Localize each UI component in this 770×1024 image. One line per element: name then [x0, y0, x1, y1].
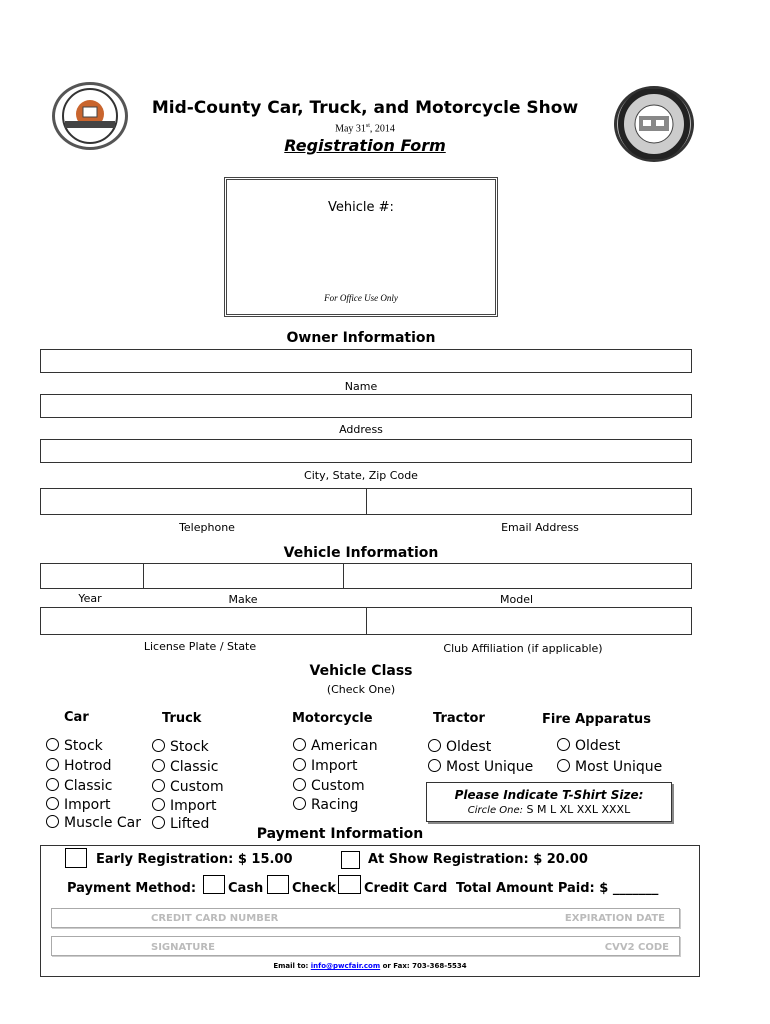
motorcycle-option-american[interactable] — [293, 738, 378, 754]
date-year: , 2014 — [369, 123, 395, 135]
option-label: Custom — [311, 778, 365, 794]
model-field[interactable] — [343, 563, 692, 589]
option-label: Hotrod — [64, 758, 112, 774]
radio-circle-icon — [293, 758, 306, 771]
radio-circle-icon — [293, 778, 306, 791]
car-option-hotrod[interactable] — [46, 758, 111, 774]
radio-circle-icon — [293, 738, 306, 751]
date-suffix-sup: st — [365, 123, 370, 129]
motorcycle-heading: Motorcycle — [292, 711, 373, 726]
radio-circle-icon — [152, 739, 165, 752]
radio-circle-icon — [557, 738, 570, 751]
truck-option-import[interactable] — [152, 798, 216, 814]
license-plate-label: License Plate / State — [143, 640, 257, 653]
radio-circle-icon — [293, 797, 306, 810]
truck-option-stock[interactable] — [152, 739, 209, 755]
email-prefix: Email to: — [273, 962, 311, 970]
make-label: Make — [228, 593, 258, 606]
radio-circle-icon — [46, 797, 59, 810]
vehicle-number-label: Vehicle #: — [328, 200, 394, 215]
truck-heading: Truck — [162, 711, 202, 726]
truck-option-custom[interactable] — [152, 779, 224, 795]
option-label: Most Unique — [446, 759, 534, 775]
option-label: Most Unique — [575, 759, 663, 775]
contact-line — [40, 962, 700, 970]
car-option-classic[interactable] — [46, 778, 112, 794]
radio-circle-icon — [46, 758, 59, 771]
vehicle-info-heading: Vehicle Information — [283, 545, 439, 561]
year-field[interactable] — [40, 563, 144, 589]
name-label: Name — [344, 380, 378, 393]
tshirt-circle-one: Circle One: — [467, 805, 524, 816]
radio-circle-icon — [152, 779, 165, 792]
email-label: Email Address — [501, 521, 579, 534]
truck-option-classic[interactable] — [152, 759, 218, 775]
motorcycle-option-custom[interactable] — [293, 778, 365, 794]
early-registration-label: Early Registration: $ 15.00 — [96, 852, 293, 867]
radio-circle-icon — [152, 816, 165, 829]
fire-dept-logo — [614, 86, 694, 162]
option-label: Custom — [170, 779, 224, 795]
option-label: Oldest — [575, 738, 621, 754]
tractor-option-most-unique[interactable] — [428, 759, 533, 775]
year-label: Year — [78, 592, 102, 605]
model-label: Model — [499, 593, 534, 606]
at-show-registration-checkbox[interactable] — [341, 851, 360, 869]
city-state-zip-label: City, State, Zip Code — [304, 469, 418, 482]
make-field[interactable] — [143, 563, 344, 589]
check-checkbox[interactable] — [267, 875, 289, 894]
email-link[interactable]: info@pwcfair.com — [310, 962, 381, 970]
credit-card-number-label: CREDIT CARD NUMBER — [151, 913, 279, 924]
radio-circle-icon — [46, 815, 59, 828]
fax-text: or Fax: 703-368-5534 — [380, 962, 467, 970]
lake-jackson-fire-dept-seal-icon — [617, 89, 691, 159]
address-label: Address — [339, 423, 383, 436]
radio-circle-icon — [428, 739, 441, 752]
date-day: May 31 — [335, 123, 366, 135]
option-label: Classic — [170, 759, 219, 775]
option-label: Import — [311, 758, 358, 774]
option-label: Import — [170, 798, 217, 814]
radio-circle-icon — [46, 778, 59, 791]
credit-card-checkbox[interactable] — [338, 875, 361, 894]
fire-apparatus-heading: Fire Apparatus — [542, 712, 651, 727]
license-plate-field[interactable] — [40, 607, 367, 635]
car-heading: Car — [64, 710, 89, 725]
option-label: Racing — [311, 797, 359, 813]
address-field[interactable] — [40, 394, 692, 418]
event-date — [150, 123, 580, 134]
motorcycle-option-import[interactable] — [293, 758, 357, 774]
check-label: Check — [292, 881, 336, 896]
tshirt-size-box — [426, 782, 672, 822]
total-amount-label[interactable]: Total Amount Paid: $ _______ — [456, 881, 659, 896]
credit-card-label: Credit Card — [364, 881, 448, 896]
tractor-heading: Tractor — [433, 711, 485, 726]
club-affiliation-field[interactable] — [366, 607, 692, 635]
cash-label: Cash — [228, 881, 264, 896]
at-show-registration-label: At Show Registration: $ 20.00 — [368, 852, 588, 867]
email-field[interactable] — [366, 488, 692, 515]
radio-circle-icon — [46, 738, 59, 751]
early-registration-checkbox[interactable] — [65, 848, 87, 868]
office-use-note: For Office Use Only — [324, 293, 398, 303]
truck-option-lifted[interactable] — [152, 816, 209, 832]
fire-option-oldest[interactable] — [557, 738, 620, 754]
radio-circle-icon — [428, 759, 441, 772]
motorcycle-option-racing[interactable] — [293, 797, 358, 813]
tshirt-title: Please Indicate T-Shirt Size: — [454, 788, 644, 802]
option-label: Muscle Car — [64, 815, 142, 831]
veterans-club-logo — [52, 82, 128, 150]
option-label: Lifted — [170, 816, 210, 832]
option-label: Import — [64, 797, 111, 813]
radio-circle-icon — [557, 759, 570, 772]
payment-info-heading: Payment Information — [256, 826, 424, 842]
city-state-zip-field[interactable] — [40, 439, 692, 463]
fire-option-most-unique[interactable] — [557, 759, 662, 775]
car-option-stock[interactable] — [46, 738, 103, 754]
option-label: Stock — [64, 738, 103, 754]
veterans-club-seal-icon — [55, 85, 125, 147]
telephone-label: Telephone — [179, 521, 235, 534]
telephone-field[interactable] — [40, 488, 367, 515]
option-label: Stock — [170, 739, 209, 755]
cvv-label: CVV2 CODE — [604, 942, 669, 953]
signature-label: SIGNATURE — [151, 942, 215, 953]
tshirt-circle-line — [427, 803, 671, 816]
car-option-import[interactable] — [46, 797, 110, 813]
car-option-muscle-car[interactable] — [46, 815, 141, 831]
vehicle-class-heading: Vehicle Class — [309, 663, 413, 679]
payment-method-label: Payment Method: — [67, 881, 197, 896]
cash-checkbox[interactable] — [203, 875, 225, 894]
owner-info-heading: Owner Information — [286, 330, 436, 346]
form-subtitle: Registration Form — [284, 136, 446, 155]
option-label: American — [311, 738, 378, 754]
club-affiliation-label: Club Affiliation (if applicable) — [443, 642, 603, 655]
option-label: Oldest — [446, 739, 492, 755]
name-field[interactable] — [40, 349, 692, 373]
radio-circle-icon — [152, 759, 165, 772]
tshirt-sizes[interactable]: S M L XL XXL XXXL — [526, 803, 631, 816]
vehicle-class-instruction: (Check One) — [326, 683, 396, 696]
option-label: Classic — [64, 778, 113, 794]
radio-circle-icon — [152, 798, 165, 811]
expiration-date-label: EXPIRATION DATE — [564, 913, 665, 924]
tractor-option-oldest[interactable] — [428, 739, 491, 755]
page-title: Mid-County Car, Truck, and Motorcycle Show — [151, 98, 579, 118]
